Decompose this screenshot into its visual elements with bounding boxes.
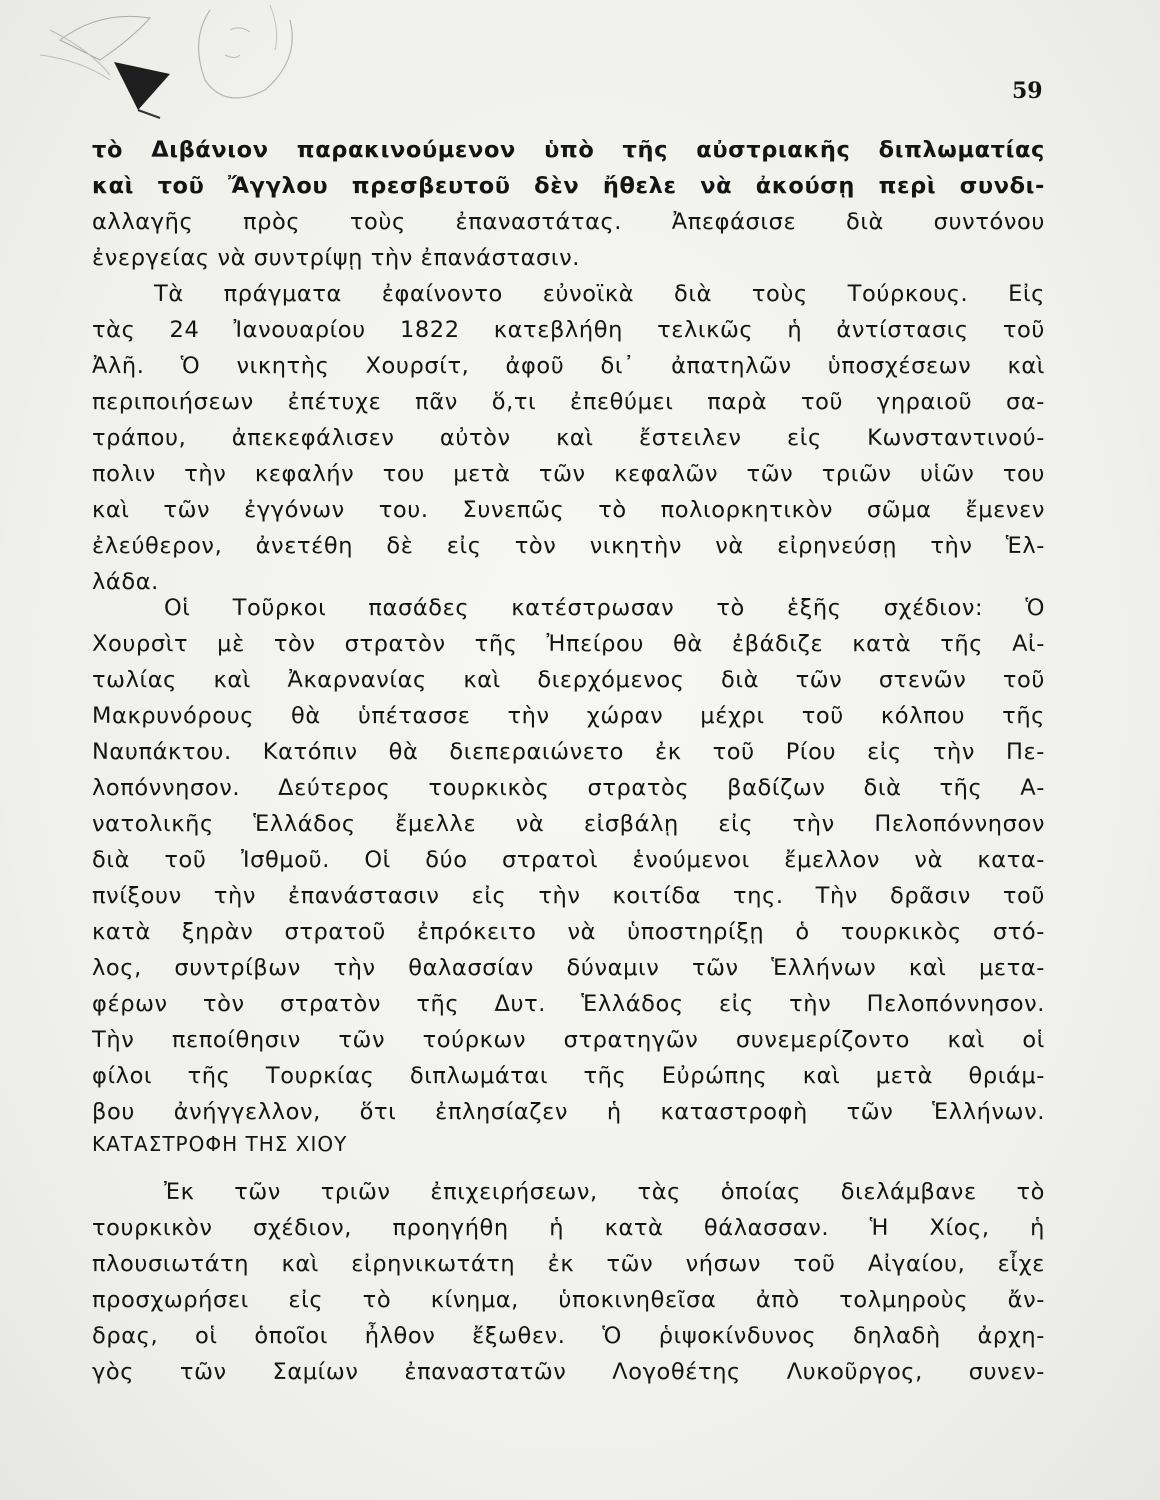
text-line: κατὰ ξηρὰν στρατοῦ ἐπρόκειτο νὰ ὑποστηρίξῃ ὁ τουρκικὸς στό- — [92, 919, 1045, 945]
text-line: καὶ τῶν ἐγγόνων του. Συνεπῶς τὸ πολιορκητικὸν σῶμα ἔμενεν — [92, 497, 1045, 523]
text-line: λοπόννησον. Δεύτερος τουρκικὸς στρατὸς βαδίζων διὰ τῆς Α- — [92, 775, 1045, 801]
text-line: Τὰ πράγματα ἐφαίνοντο εὐνοϊκὰ διὰ τοὺς Τούρκους. Εἰς — [154, 281, 1045, 307]
text-line: πολιν τὴν κεφαλήν του μετὰ τῶν κεφαλῶν τῶν τριῶν υἱῶν του — [92, 461, 1045, 487]
text-line: Μακρυνόρους θὰ ὑπέτασσε τὴν χώραν μέχρι τοῦ κόλπου τῆς — [92, 703, 1045, 729]
section-heading: ΚΑΤΑΣΤΡΟΦΗ ΤΗΣ ΧΙΟΥ — [92, 1132, 348, 1156]
text-line: νατολικῆς Ἑλλάδος ἔμελλε νὰ εἰσβάλῃ εἰς τὴν Πελοπόννησον — [92, 811, 1045, 837]
text-line: βου ἀνήγγελλον, ὅτι ἐπλησίαζεν ἡ καταστροφὴ τῶν Ἑλλήνων. — [92, 1099, 1045, 1125]
text-line: προσχωρήσει εἰς τὸ κίνημα, ὑποκινηθεῖσα ἀπὸ τολμηροὺς ἄν- — [92, 1287, 1045, 1313]
text-line: τράπου, ἀπεκεφάλισεν αὐτὸν καὶ ἔστειλεν εἰς Κωνσταντινού- — [92, 425, 1045, 451]
text-line: Ἐκ τῶν τριῶν ἐπιχειρήσεων, τὰς ὁποίας διελάμβανε τὸ — [164, 1179, 1045, 1205]
text-line: φέρων τὸν στρατὸν τῆς Δυτ. Ἑλλάδος εἰς τὴν Πελοπόννησον. — [92, 991, 1045, 1017]
text-line: Οἱ Τοῦρκοι πασάδες κατέστρωσαν τὸ ἑξῆς σχέδιον: Ὁ — [164, 595, 1045, 621]
text-line: φίλοι τῆς Τουρκίας διπλωμάται τῆς Εὐρώπης καὶ μετὰ θριάμ- — [92, 1063, 1045, 1089]
text-line: ἐνεργείας νὰ συντρίψῃ τὴν ἐπανάστασιν. — [92, 245, 581, 271]
text-line: τουρκικὸν σχέδιον, προηγήθη ἡ κατὰ θάλασσαν. Ἡ Χίος, ἡ — [92, 1215, 1045, 1241]
text-line: τὸ Διβάνιον παρακινούμενον ὑπὸ τῆς αὐστριακῆς διπλωματίας — [92, 137, 1045, 163]
text-line: ἐλεύθερον, ἀνετέθη δὲ εἰς τὸν νικητὴν νὰ εἰρηνεύσῃ τὴν Ἑλ- — [92, 533, 1045, 559]
text-line: τωλίας καὶ Ἀκαρνανίας καὶ διερχόμενος διὰ τῶν στενῶν τοῦ — [92, 667, 1045, 693]
paragraph-continuation — [92, 132, 1045, 276]
text-line: Τὴν πεποίθησιν τῶν τούρκων στρατηγῶν συνεμερίζοντο καὶ οἱ — [92, 1027, 1045, 1053]
text-line: Ναυπάκτου. Κατόπιν θὰ διεπεραιώνετο ἐκ τοῦ Ρίου εἰς τὴν Πε- — [92, 739, 1045, 765]
feather-sketch-illustration — [40, 0, 340, 120]
text-line: λος, συντρίβων τὴν θαλασσίαν δύναμιν τῶν Ἑλλήνων καὶ μετα- — [92, 955, 1045, 981]
paragraph-4 — [92, 1174, 1045, 1390]
text-line: γὸς τῶν Σαμίων ἐπαναστατῶν Λογοθέτης Λυκοῦργος, συνεν- — [92, 1359, 1045, 1385]
text-line: πνίξουν τὴν ἐπανάστασιν εἰς τὴν κοιτίδα της. Τὴν δρᾶσιν τοῦ — [92, 883, 1045, 909]
paragraph-2 — [92, 276, 1045, 600]
text-line: διὰ τοῦ Ἰσθμοῦ. Οἱ δύο στρατοὶ ἑνούμενοι ἔμελλον νὰ κατα- — [92, 847, 1045, 873]
text-line: καὶ τοῦ Ἄγγλου πρεσβευτοῦ δὲν ἤθελε νὰ ἀκούσῃ περὶ συνδι- — [92, 173, 1045, 199]
paragraph-3 — [92, 590, 1045, 1130]
text-line: περιποιήσεων ἐπέτυχε πᾶν ὅ,τι ἐπεθύμει παρὰ τοῦ γηραιοῦ σα- — [92, 389, 1045, 415]
text-line: αλλαγῆς πρὸς τοὺς ἐπαναστάτας. Ἀπεφάσισε διὰ συντόνου — [92, 209, 1045, 235]
text-line: τὰς 24 Ἰανουαρίου 1822 κατεβλήθη τελικῶς ἡ ἀντίστασις τοῦ — [92, 317, 1045, 343]
text-line: λάδα. — [92, 569, 159, 595]
page-number: 59 — [1012, 78, 1043, 104]
text-line: Ἀλῆ. Ὁ νικητὴς Χουρσίτ, ἀφοῦ δι᾽ ἀπατηλῶν ὑποσχέσεων καὶ — [92, 353, 1045, 379]
text-line: Χουρσὶτ μὲ τὸν στρατὸν τῆς Ἠπείρου θὰ ἐβάδιζε κατὰ τῆς Αἰ- — [92, 631, 1045, 657]
text-line: δρας, οἱ ὁποῖοι ἦλθον ἔξωθεν. Ὁ ῥιψοκίνδυνος δηλαδὴ ἀρχη- — [92, 1323, 1045, 1349]
text-line: πλουσιωτάτη καὶ εἰρηνικωτάτη ἐκ τῶν νήσων τοῦ Αἰγαίου, εἶχε — [92, 1251, 1045, 1277]
